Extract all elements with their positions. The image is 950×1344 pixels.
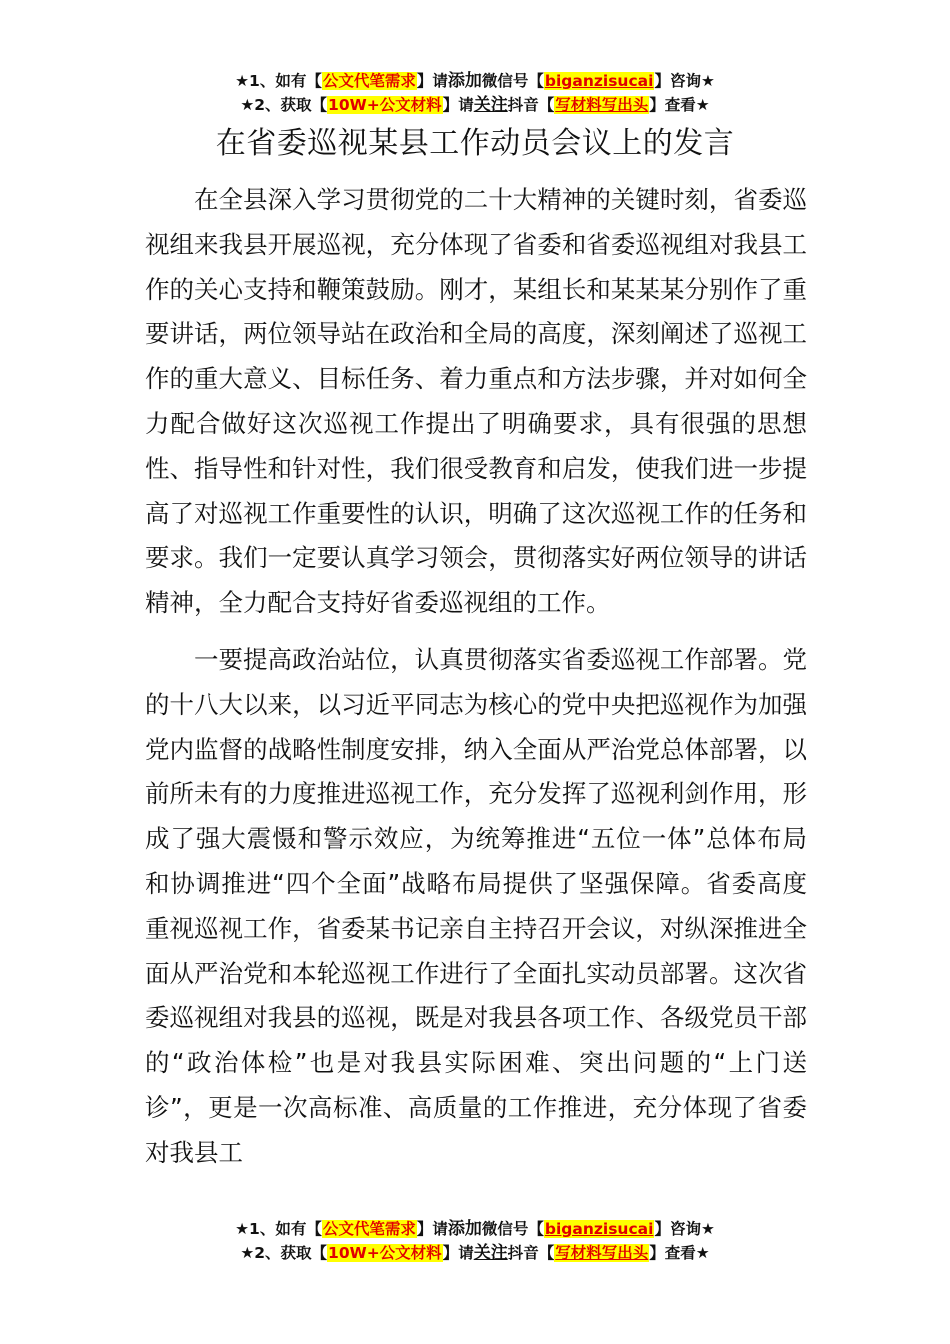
promo-text: 关注 [473,95,508,115]
promo-text: 】查看★ [649,96,710,114]
douyin-id-highlight: 写材料写出头 [555,96,649,114]
promo-highlight: 公文代笔需求 [322,72,416,90]
douyin-id-highlight: 写材料写出头 [555,1244,649,1262]
promo-banner-bottom [0,1218,950,1266]
promo-text: 抖音【 [507,1244,555,1262]
wechat-id-highlight: biganzisucai [544,72,654,90]
promo-text: 】查看★ [649,1244,710,1262]
promo-line-1 [0,70,950,94]
promo-line-2 [0,94,950,118]
promo-text: 添加 [447,71,482,91]
promo-text: 】咨询★ [654,72,715,90]
promo-text: 】请 [416,72,448,90]
promo-text: 】咨询★ [654,1220,715,1238]
promo-highlight: 10W+公文材料 [328,1244,442,1262]
promo-text: 抖音【 [507,96,555,114]
promo-text: 】请 [442,96,474,114]
promo-highlight: 公文代笔需求 [322,1220,416,1238]
promo-text: 】请 [416,1220,448,1238]
promo-text: 】请 [442,1244,474,1262]
document-body [145,178,807,1176]
wechat-id-highlight: biganzisucai [544,1220,654,1238]
paragraph: 一要提高政治站位，认真贯彻落实省委巡视工作部署。党的十八大以来，以习近平同志为核心的党中央把巡视作为加强党内监督的战略性制度安排，纳入全面从严治党总体部署，以前所未有的力度推进巡视工作，充分发挥了巡视利剑作用，形成了强大震慑和警示效应，为统筹推进“五位一体”总体布局和协调推进“四个全面”战略布局提供了坚强保障。省委高度重视巡视工作，省委某书记亲自主持召开会议，对纵深推进全面从严治党和本轮巡视工作进行了全面扎实动员部署。这次省委巡视组对我县的巡视，既是对我县各项工作、各级党员干部的“政治体检”也是对我县实际困难、突出问题的“上门送诊”，更是一次高标准、高质量的工作推进，充分体现了省委对我县工 [145,644,807,1167]
promo-text: ★1、如有【 [235,72,322,90]
promo-text: 微信号【 [481,1220,544,1238]
paragraph: 在全县深入学习贯彻党的二十大精神的关键时刻，省委巡视组来我县开展巡视，充分体现了省委和省委巡视组对我县工作的关心支持和鞭策鼓励。刚才，某组长和某某某分别作了重要讲话，两位领导站在政治和全局的高度，深刻阐述了巡视工作的重大意义、目标任务、着力重点和方法步骤，并对如何全力配合做好这次巡视工作提出了明确要求，具有很强的思想性、指导性和针对性，我们很受教育和启发，使我们进一步提高了对巡视工作重要性的认识，明确了这次巡视工作的任务和要求。我们一定要认真学习领会，贯彻落实好两位领导的讲话精神，全力配合支持好省委巡视组的工作。 [145,185,807,618]
promo-line-2 [0,1242,950,1266]
document-title: 在省委巡视某县工作动员会议上的发言 [215,126,735,161]
promo-text: 关注 [473,1243,508,1263]
promo-text: ★2、获取【 [240,96,328,114]
promo-highlight: 10W+公文材料 [328,96,442,114]
promo-banner-top [0,70,950,118]
promo-text: ★2、获取【 [240,1244,328,1262]
promo-text: ★1、如有【 [235,1220,322,1238]
promo-text: 微信号【 [481,72,544,90]
promo-line-1 [0,1218,950,1242]
promo-text: 添加 [447,1219,482,1239]
